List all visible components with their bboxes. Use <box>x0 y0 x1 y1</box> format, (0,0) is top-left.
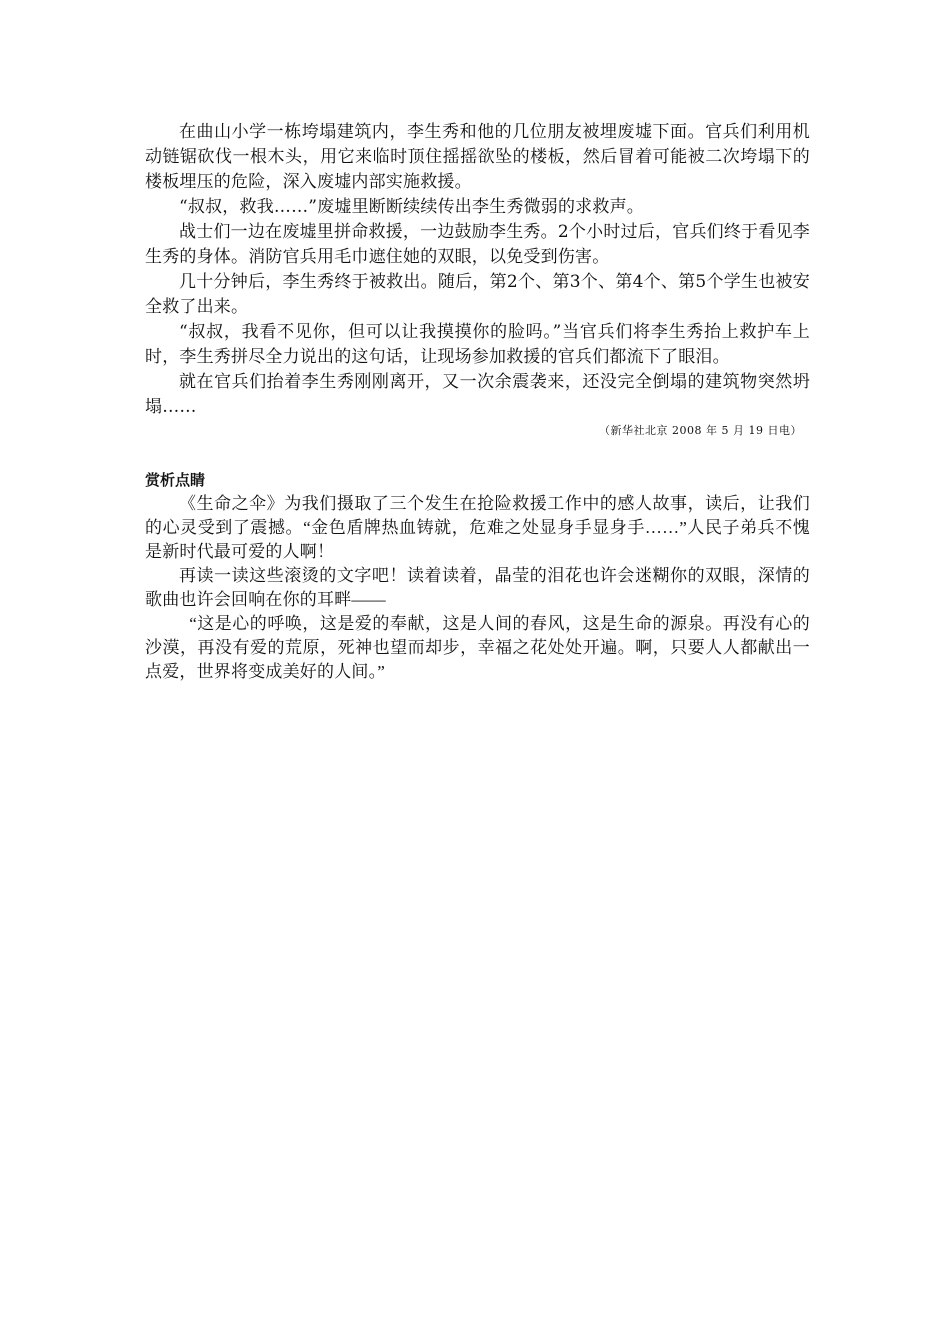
article-paragraph: 几十分钟后，李生秀终于被救出。随后，第2个、第3个、第4个、第5个学生也被安全救了出来。 <box>145 272 810 317</box>
article-paragraph: 在曲山小学一栋垮塌建筑内，李生秀和他的几位朋友被埋废墟下面。官兵们利用机动链锯砍伐一根木头，用它来临时顶住摇摇欲坠的楼板，然后冒着可能被二次垮塌下的楼板埋压的危险，深入废墟内部实施救援。 <box>145 122 810 192</box>
analysis-section <box>145 468 810 684</box>
article-paragraph: 战士们一边在废墟里拼命救援，一边鼓励李生秀。2个小时过后，官兵们终于看见李生秀的身体。消防官兵用毛巾遮住她的双眼，以免受到伤害。 <box>145 222 810 267</box>
analysis-paragraph: 《生命之伞》为我们摄取了三个发生在抢险救援工作中的感人故事，读后，让我们的心灵受到了震撼。“金色盾牌热血铸就，危难之处显身手显身手……”人民子弟兵不愧是新时代最可爱的人啊！ <box>145 494 810 561</box>
article-paragraph: 就在官兵们抬着李生秀刚刚离开，又一次余震袭来，还没完全倒塌的建筑物突然坍塌…… <box>145 372 810 417</box>
analysis-title: 赏析点睛 <box>145 471 206 489</box>
article-paragraph: “叔叔，我看不见你，但可以让我摸摸你的脸吗。”当官兵们将李生秀抬上救护车上时，李生秀拼尽全力说出的这句话，让现场参加救援的官兵们都流下了眼泪。 <box>145 322 810 367</box>
news-article <box>145 120 810 440</box>
analysis-paragraph: 再读一读这些滚烫的文字吧！读着读着，晶莹的泪花也许会迷糊你的双眼，深情的歌曲也许会回响在你的耳畔—— <box>145 566 810 609</box>
article-paragraph: “叔叔，救我……”废墟里断断续续传出李生秀微弱的求救声。 <box>179 197 644 217</box>
document-page <box>145 120 810 684</box>
news-dateline: （新华社北京 2008 年 5 月 19 日电） <box>599 424 802 437</box>
song-lyrics-quote: “这是心的呼唤，这是爱的奉献，这是人间的春风，这是生命的源泉。再没有心的沙漠，再没有爱的荒原，死神也望而却步，幸福之花处处开遍。啊，只要人人都献出一点爱，世界将变成美好的人间。” <box>145 614 810 681</box>
